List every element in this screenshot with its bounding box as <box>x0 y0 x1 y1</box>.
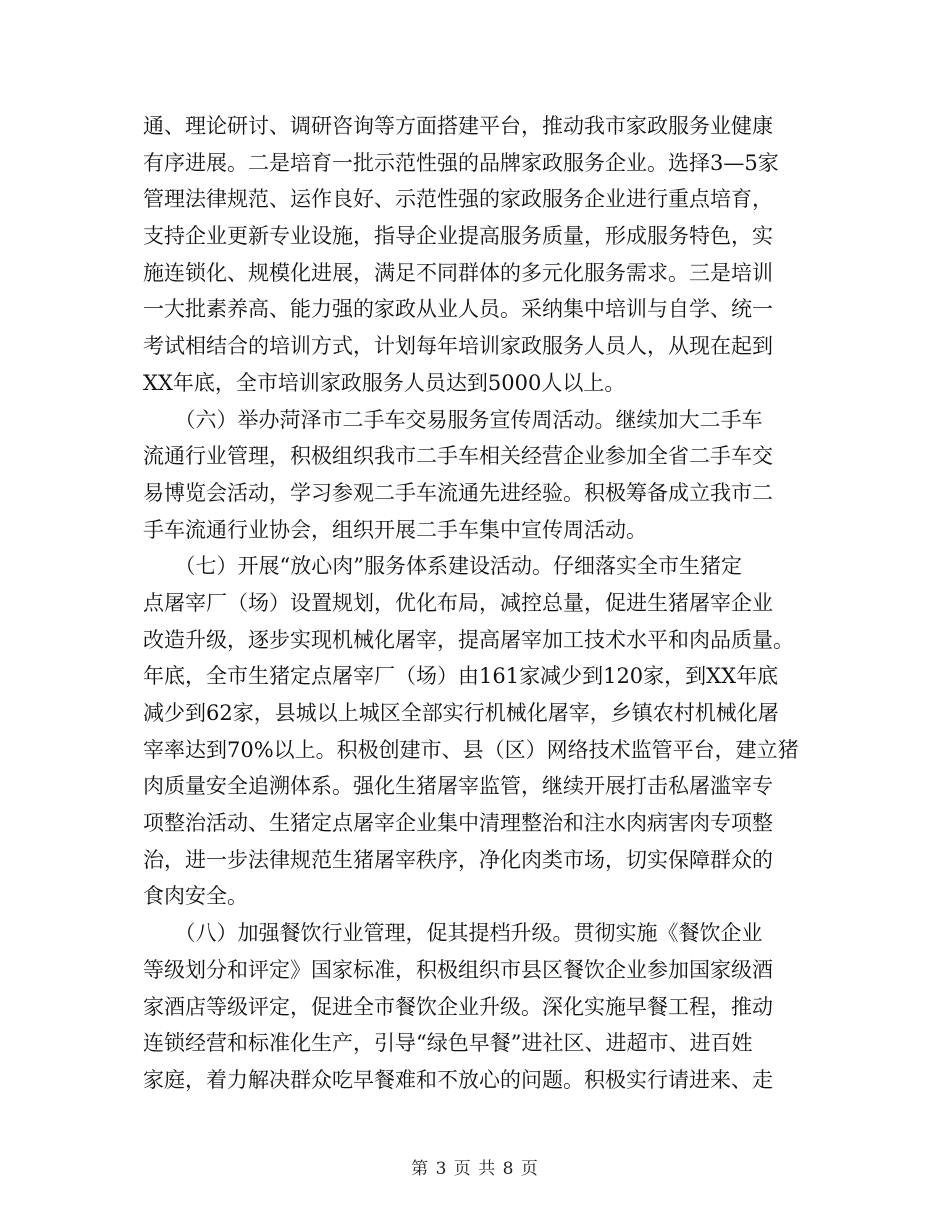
text-line: （七）开展“放心肉”服务体系建设活动。仔细落实全市生猪定 <box>143 554 742 579</box>
text-line: 减少到62家，县城以上城区全部实行机械化屠宰，乡镇农村机械化屠 <box>143 701 779 725</box>
text-line: 通、理论研讨、调研咨询等方面搭建平台，推动我市家政服务业健康 <box>143 114 773 138</box>
text-line: 考试相结合的培训方式，计划每年培训家政服务人员人，从现在起到 <box>143 334 773 359</box>
page-number-footer: 第 3 页 共 8 页 <box>411 1159 539 1179</box>
text-line: 施连锁化、规模化进展，满足不同群体的多元化服务需求。三是培训 <box>143 260 773 285</box>
text-line: 点屠宰厂（场）设置规划，优化布局，减控总量，促进生猪屠宰企业 <box>143 590 773 615</box>
text-line: 年底，全市生猪定点屠宰厂（场）由161家减少到120家，到XX年底 <box>143 664 779 689</box>
text-line: 食肉安全。 <box>143 884 248 909</box>
text-line: 手车流通行业协会，组织开展二手车集中宣传周活动。 <box>143 517 647 542</box>
text-line: 流通行业管理，积极组织我市二手车相关经营企业参加全省二手车交 <box>143 444 773 469</box>
text-line: 宰率达到70%以上。积极创建市、县（区）网络技术监管平台，建立猪 <box>143 737 799 762</box>
text-line: 家庭，着力解决群众吃早餐难和不放心的问题。积极实行请进来、走 <box>143 1067 773 1092</box>
document-body <box>143 108 811 1099</box>
text-line: 治，进一步法律规范生猪屠宰秩序，净化肉类市场，切实保障群众的 <box>143 847 773 872</box>
text-line: 管理法律规范、运作良好、示范性强的家政服务企业进行重点培育， <box>143 187 773 212</box>
text-line: 易博览会活动，学习参观二手车流通先进经验。积极筹备成立我市二 <box>143 480 773 505</box>
text-line: 家酒店等级评定，促进全市餐饮企业升级。深化实施早餐工程，推动 <box>143 994 773 1019</box>
text-line: XX年底，全市培训家政服务人员达到5000人以上。 <box>143 370 626 395</box>
text-line: （八）加强餐饮行业管理，促其提档升级。贯彻实施《餐饮企业 <box>143 921 763 946</box>
text-line: 一大批素养高、能力强的家政从业人员。采纳集中培训与自学、统一 <box>143 297 773 322</box>
text-line: （六）举办菏泽市二手车交易服务宣传周活动。继续加大二手车 <box>143 407 763 432</box>
text-line: 连锁经营和标准化生产，引导“绿色早餐”进社区、进超市、进百姓 <box>143 1031 753 1056</box>
text-line: 支持企业更新专业设施，指导企业提高服务质量，形成服务特色，实 <box>143 224 773 249</box>
text-line: 肉质量安全追溯体系。强化生猪屠宰监管，继续开展打击私屠滥宰专 <box>143 774 773 799</box>
text-line: 有序进展。二是培育一批示范性强的品牌家政服务企业。选择3—5家 <box>143 150 779 175</box>
text-line: 改造升级，逐步实现机械化屠宰，提高屠宰加工技术水平和肉品质量。 <box>143 627 794 652</box>
text-line: 等级划分和评定》国家标准，积极组织市县区餐饮企业参加国家级酒 <box>143 957 773 982</box>
text-line: 项整治活动、生猪定点屠宰企业集中清理整治和注水肉病害肉专项整 <box>143 811 773 836</box>
